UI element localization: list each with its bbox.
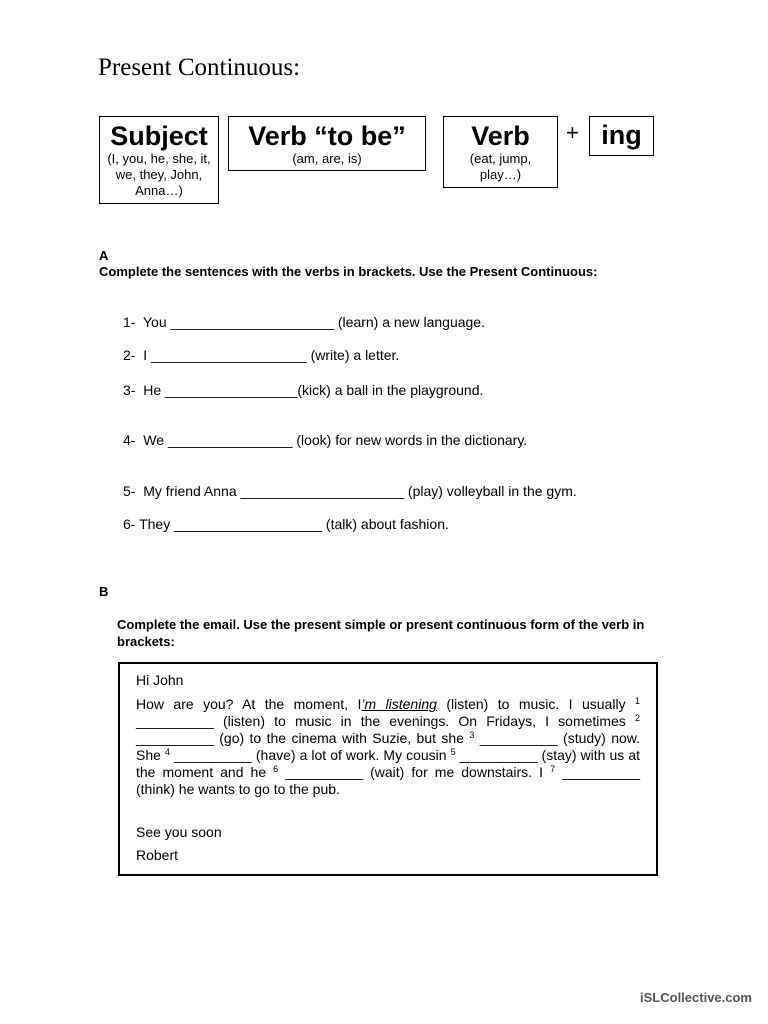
section-b-letter: B — [99, 584, 109, 599]
email-body: How are you? At the moment, I’m listening (listen) to music. I usually $^1$ __________ (listen) to music in the evenings. On Fridays, I sometimes $^2$ __________ (go) to the cinema with Suzie, but she $^3$ __________ (study) now. She $^4$ __________ (have) a lot of work. My cousin $^5$ __________ (stay) with us at the moment and he $^6$ __________ (wait) for me downstairs. I $^7$ __________ (think) he wants to go to the pub. — [136, 696, 641, 797]
ing-box — [589, 116, 654, 156]
page-title: Present Continuous: — [98, 54, 301, 81]
watermark-footer: iSLCollective.com — [640, 990, 752, 1005]
email-signature: Robert — [136, 847, 179, 863]
email-greeting: Hi John — [136, 672, 184, 688]
plus-sign: + — [566, 120, 579, 145]
ing-label: ing — [601, 120, 642, 150]
blank-number-5: 5 — [450, 747, 456, 757]
exercise-a-item-1: 1- You _____________________ (learn) a new language. — [123, 314, 485, 330]
section-b-instruction: Complete the email. Use the present simple or present continuous form of the verb in brackets: — [117, 617, 645, 649]
exercise-a-item-4: 4- We ________________ (look) for new words in the dictionary. — [123, 432, 528, 448]
blank-number-2: 2 — [634, 713, 640, 723]
verb-label: Verb — [471, 121, 530, 151]
blank-number-3: 3 — [469, 730, 475, 740]
exercise-a-item-6: 6- They ___________________ (talk) about fashion. — [123, 516, 449, 532]
example-answer: ’m listening — [361, 696, 437, 712]
verb-to-be-box — [228, 116, 426, 171]
subject-label: Subject — [110, 121, 208, 151]
verb-to-be-label: Verb “to be” — [248, 121, 406, 151]
section-a-instruction: Complete the sentences with the verbs in brackets. Use the Present Continuous: — [99, 264, 598, 279]
section-a-letter: A — [99, 248, 109, 263]
blank-number-1: 1 — [634, 696, 640, 706]
blank-number-7: 7 — [550, 764, 556, 774]
blank-number-4: 4 — [164, 747, 170, 757]
email-closing: See you soon — [136, 824, 222, 840]
subject-box — [99, 116, 219, 204]
subject-examples: (I, you, he, she, it, we, they, John, Anna…) — [107, 151, 211, 198]
exercise-a-item-5: 5- My friend Anna _____________________ (play) volleyball in the gym. — [123, 483, 577, 499]
verb-box — [443, 116, 558, 188]
blank-number-6: 6 — [273, 764, 279, 774]
exercise-a-item-2: 2- I ____________________ (write) a letter. — [123, 347, 400, 363]
exercise-a-item-3: 3- He _________________(kick) a ball in the playground. — [123, 382, 484, 398]
verb-to-be-examples: (am, are, is) — [292, 151, 362, 166]
verb-examples: (eat, jump, play…) — [469, 151, 532, 182]
